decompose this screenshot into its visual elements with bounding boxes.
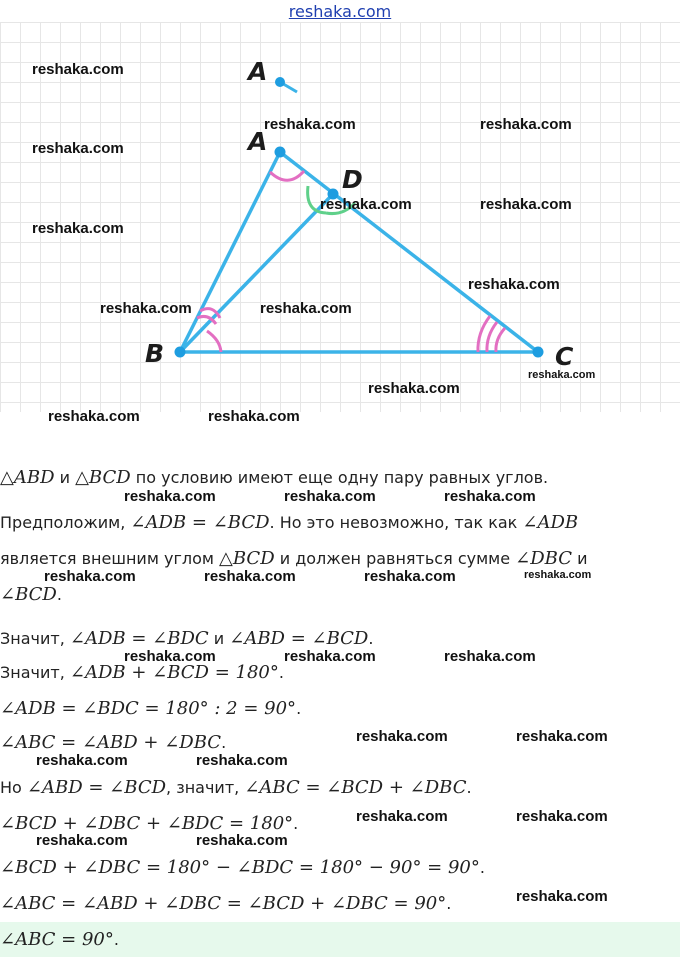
point-a [275,147,286,158]
label-d: D [342,165,363,194]
label-c: C [555,342,574,371]
watermark: reshaka.com [480,116,572,133]
watermark: reshaka.com [124,488,216,505]
watermark: reshaka.com [356,728,448,745]
site-link[interactable]: reshaka.com [288,2,392,21]
solution-line-12: ∠ABC = ∠ABD + ∠DBC = ∠BCD + ∠DBC = 90°. [0,893,452,914]
arc-angle-a [270,171,304,180]
watermark: reshaka.com [204,568,296,585]
watermark: reshaka.com [196,752,288,769]
solution-line-2: Предположим, ∠ADB = ∠BCD. Но это невозможно, так как ∠ADB [0,512,579,533]
watermark: reshaka.com [36,752,128,769]
watermark: reshaka.com [100,300,192,317]
watermark: reshaka.com [264,116,356,133]
solution-line-8: ∠ABC = ∠ABD + ∠DBC. [0,732,227,753]
label-b: B [145,339,165,368]
watermark: reshaka.com [208,408,300,425]
watermark: reshaka.com [444,648,536,665]
watermark: reshaka.com [44,568,136,585]
watermark: reshaka.com [480,196,572,213]
watermark: reshaka.com [32,220,124,237]
watermark: reshaka.com [284,648,376,665]
watermark: reshaka.com [516,888,608,905]
arc-angle-dbc [207,331,221,352]
watermark: reshaka.com [444,488,536,505]
solution-answer: ∠ABC = 90°. [0,929,119,950]
solution-line-5: Значит, ∠ADB = ∠BDC и ∠ABD = ∠BCD. [0,628,374,649]
solution-line-10: ∠BCD + ∠DBC + ∠BDC = 180°. [0,813,299,834]
watermark: reshaka.com [196,832,288,849]
watermark: reshaka.com [468,276,560,293]
watermark: reshaka.com [516,728,608,745]
point-c [533,347,544,358]
watermark: reshaka.com [368,380,460,397]
point-a-top [275,77,285,87]
watermark: reshaka.com [516,808,608,825]
watermark: reshaka.com [48,408,140,425]
solution-line-4: ∠BCD. [0,584,62,605]
label-a-top: A [248,57,268,86]
watermark: reshaka.com [284,488,376,505]
watermark: reshaka.com [36,832,128,849]
solution-line-3: является внешним углом △BCD и должен равняться сумме ∠DBC и [0,548,588,569]
watermark: reshaka.com [124,648,216,665]
watermark: reshaka.com [320,196,412,213]
solution-line-1: △ABD и △BCD по условию имеют еще одну пару равных углов. [0,467,549,488]
watermark: reshaka.com [524,569,592,581]
side-ab [180,152,280,352]
watermark: reshaka.com [32,140,124,157]
side-ac [280,152,538,352]
segment-bd [180,194,333,352]
solution-line-7: ∠ADB = ∠BDC = 180° : 2 = 90°. [0,698,302,719]
arc-angle-c-3 [496,328,505,352]
solution-line-9: Но ∠ABD = ∠BCD, значит, ∠ABC = ∠BCD + ∠DBC. [0,777,472,798]
label-a: A [248,127,268,156]
solution-line-6: Значит, ∠ADB + ∠BCD = 180°. [0,662,284,683]
watermark: reshaka.com [528,369,596,381]
watermark: reshaka.com [32,61,124,78]
watermark: reshaka.com [260,300,352,317]
watermark: reshaka.com [356,808,448,825]
watermark: reshaka.com [364,568,456,585]
point-b [175,347,186,358]
solution-line-11: ∠BCD + ∠DBC = 180° − ∠BDC = 180° − 90° = 90°. [0,857,485,878]
